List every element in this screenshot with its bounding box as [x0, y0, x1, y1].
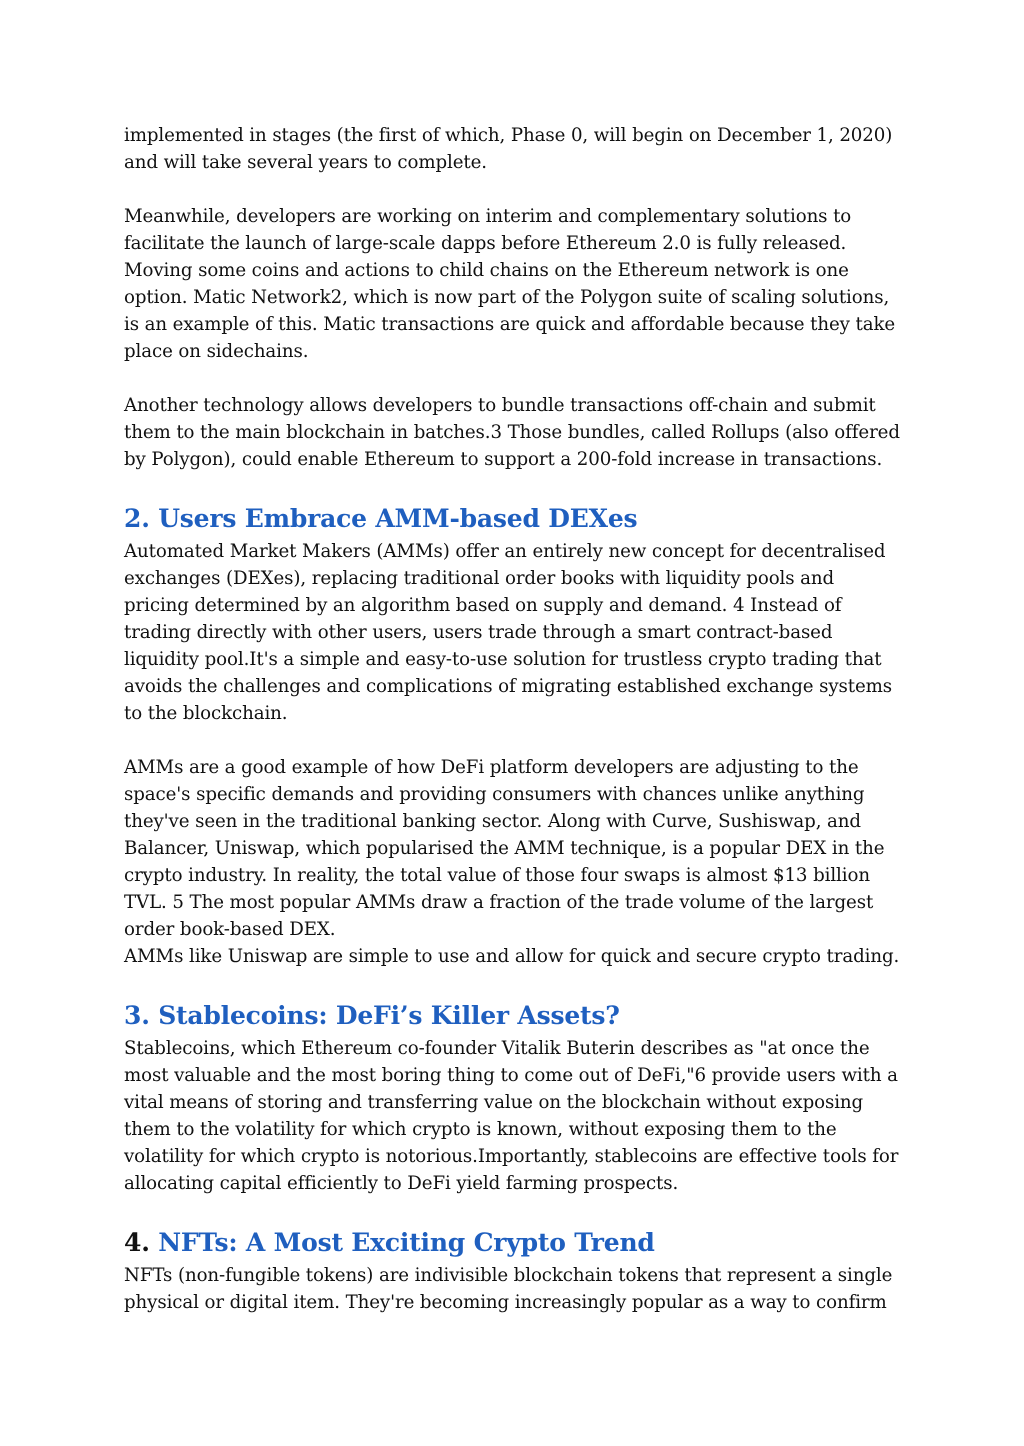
section-4-heading-text: NFTs: A Most Exciting Crypto Trend: [158, 1228, 655, 1257]
intro-paragraph-1: implemented in stages (the first of which, Phase 0, will begin on December 1, 2020) and will take several years to complete.: [124, 125, 893, 173]
section-2-paragraph-1: Automated Market Makers (AMMs) offer an entirely new concept for decentralised exchanges (DEXes), replacing traditional order books with liquidity pools and pricing determined by an algorithm based on supply and demand. 4 Instead of trading directly with other users, users trade through a smart contract-based liquidity pool.It's a simple and easy-to-use solution for trustless crypto trading that avoids the challenges and complications of migrating established exchange systems to the blockchain.: [124, 541, 893, 724]
section-4-heading-number: 4.: [124, 1228, 150, 1257]
section-3-heading: 3. Stablecoins: DeFi’s Killer Assets?: [124, 1001, 620, 1030]
section-4-paragraph-1: NFTs (non-fungible tokens) are indivisible blockchain tokens that represent a single physical or digital item. They're becoming increasingly popular as a way to confirm: [124, 1265, 893, 1313]
intro-paragraph-3: Another technology allows developers to bundle transactions off-chain and submit them to the main blockchain in batches.3 Those bundles, called Rollups (also offered by Polygon), could enable Ethereum to support a 200-fold increase in transactions.: [124, 395, 900, 470]
section-4-heading: [124, 1228, 904, 1258]
section-3-paragraph-1: Stablecoins, which Ethereum co-founder Vitalik Buterin describes as "at once the most valuable and the most boring thing to come out of DeFi,"6 provide users with a vital means of storing and transferring value on the blockchain without exposing them to the volatility for which crypto is known, without exposing them to the volatility for which crypto is notorious.Importantly, stablecoins are effective tools for allocating capital efficiently to DeFi yield farming prospects.: [124, 1038, 899, 1194]
section-2-heading: 2. Users Embrace AMM-based DEXes: [124, 504, 638, 533]
section-2-paragraph-2: AMMs are a good example of how DeFi platform developers are adjusting to the space's specific demands and providing consumers with chances unlike anything they've seen in the traditional banking sector. Along with Curve, Sushiswap, and Balancer, Uniswap, which popularised the AMM technique, is a popular DEX in the crypto industry. In reality, the total value of those four swaps is almost $13 billion TVL. 5 The most popular AMMs draw a fraction of the trade volume of the largest order book-based DEX. AMMs like Uniswap are simple to use and allow for quick and secure crypto trading.: [124, 757, 900, 967]
intro-paragraph-2: Meanwhile, developers are working on interim and complementary solutions to facilitate the launch of large-scale dapps before Ethereum 2.0 is fully released. Moving some coins and actions to child chains on the Ethereum network is one option. Matic Network2, which is now part of the Polygon suite of scaling solutions, is an example of this. Matic transactions are quick and affordable because they take place on sidechains.: [124, 206, 896, 362]
document-page: [124, 122, 904, 1316]
